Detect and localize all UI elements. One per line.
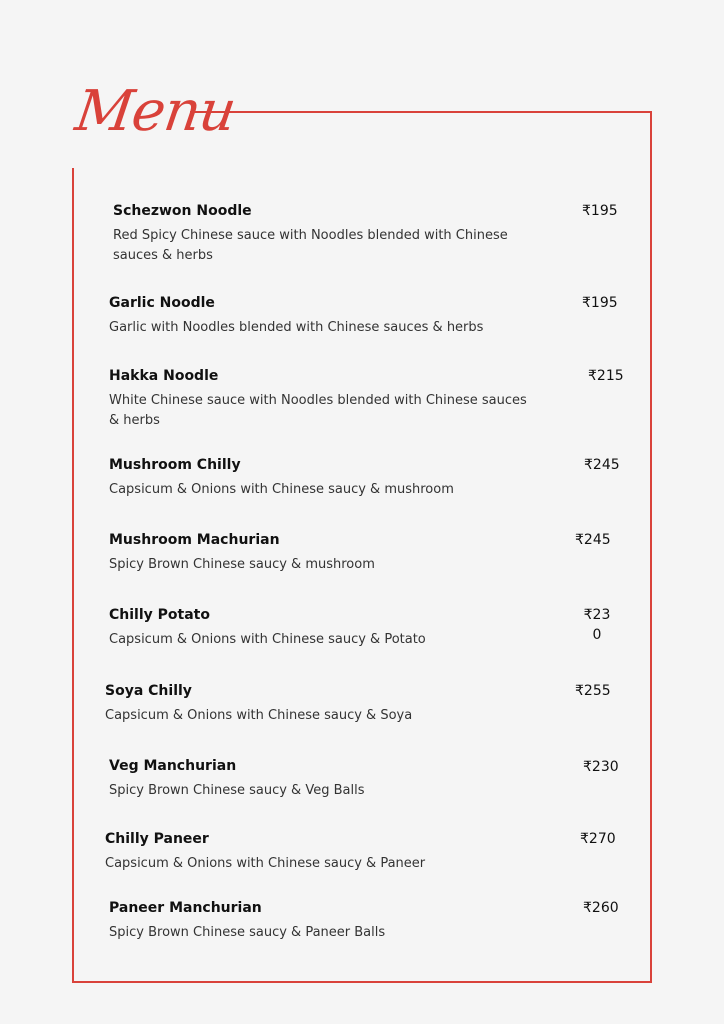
menu-item-price: ₹195 [582, 295, 618, 311]
menu-item-price: ₹245 [584, 457, 620, 473]
menu-item-name: Garlic Noodle [109, 295, 215, 311]
frame-border-right [650, 111, 652, 983]
menu-title: Menu [71, 79, 240, 144]
menu-item-price-line: 0 [592, 627, 602, 643]
menu-item-description: Capsicum & Onions with Chinese saucy & Soya [105, 708, 413, 723]
menu-item-price: ₹270 [580, 831, 616, 847]
menu-item-price [582, 605, 612, 645]
menu-item-description: Spicy Brown Chinese saucy & Veg Balls [109, 783, 365, 798]
menu-item-description: Capsicum & Onions with Chinese saucy & mushroom [109, 482, 454, 497]
frame-border-top [190, 111, 652, 113]
menu-item-description: Garlic with Noodles blended with Chinese sauces & herbs [109, 320, 484, 335]
menu-item-description: Capsicum & Onions with Chinese saucy & Paneer [105, 856, 426, 871]
menu-item-description: Red Spicy Chinese sauce with Noodles blended with Chinese sauces & herbs [113, 228, 508, 263]
menu-item-name: Veg Manchurian [109, 758, 237, 774]
menu-item-name: Soya Chilly [105, 683, 192, 699]
menu-item-description: White Chinese sauce with Noodles blended with Chinese sauces & herbs [109, 393, 527, 428]
menu-item-description: Spicy Brown Chinese saucy & Paneer Balls [109, 925, 386, 940]
menu-item-price: ₹215 [588, 368, 624, 384]
frame-border-left [72, 168, 74, 983]
menu-item-price: ₹195 [582, 203, 618, 219]
menu-item-name: Mushroom Machurian [109, 532, 280, 548]
menu-item-price-line: ₹23 [583, 607, 611, 623]
frame-border-bottom [72, 981, 652, 983]
menu-item-name: Chilly Paneer [105, 831, 209, 847]
menu-item-price: ₹255 [575, 683, 611, 699]
menu-item-name: Paneer Manchurian [109, 900, 262, 916]
menu-item-price: ₹245 [575, 532, 611, 548]
menu-item-description: Capsicum & Onions with Chinese saucy & Potato [109, 632, 426, 647]
menu-item-description: Spicy Brown Chinese saucy & mushroom [109, 557, 375, 572]
menu-item-name: Mushroom Chilly [109, 457, 241, 473]
menu-item-price: ₹230 [583, 759, 619, 775]
menu-item-name: Chilly Potato [109, 607, 210, 623]
menu-item-price: ₹260 [583, 900, 619, 916]
menu-item-name: Schezwon Noodle [113, 203, 252, 219]
menu-item-name: Hakka Noodle [109, 368, 219, 384]
